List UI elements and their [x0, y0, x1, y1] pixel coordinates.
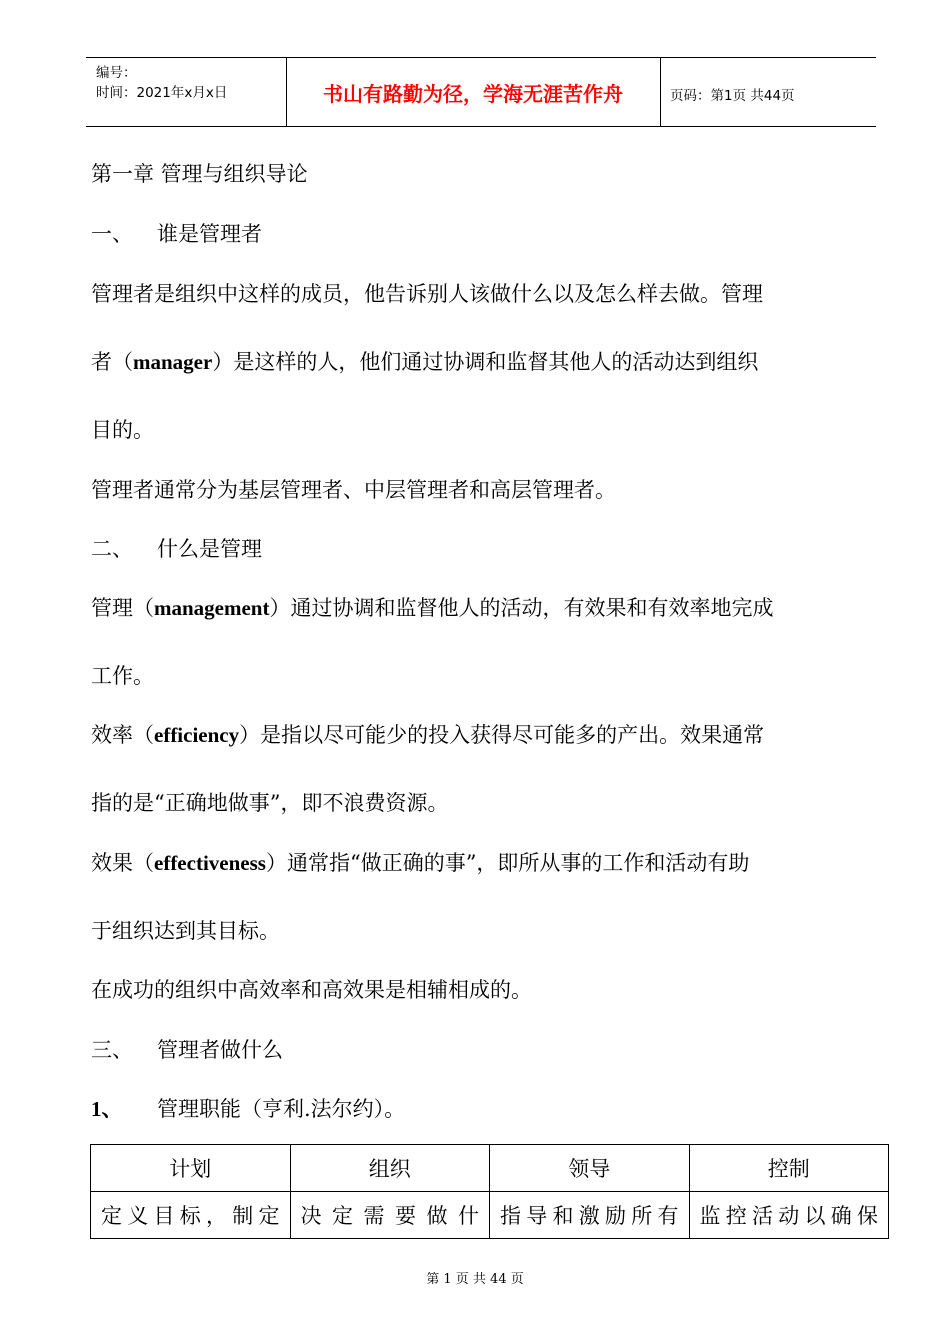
table-header-cell: 组织 — [290, 1145, 490, 1192]
document-header — [86, 57, 876, 127]
text-run: ）通常指“做正确的事”，即所从事的工作和活动有助 — [265, 851, 750, 875]
section-number: 二、 — [91, 537, 133, 561]
text-run: 者（ — [91, 350, 133, 374]
paragraph-line: 管理者是组织中这样的成员，他告诉别人该做什么以及怎么样去做。管理 — [91, 282, 763, 306]
paragraph-line — [91, 592, 773, 622]
table-row — [91, 1192, 889, 1239]
paragraph-line: 目的。 — [91, 418, 154, 442]
section-title: 管理者做什么 — [157, 1038, 283, 1062]
text-run: ）通过协调和监督他人的活动，有效果和有效率地完成 — [269, 596, 774, 620]
subsection-title: 管理职能（亨利.法尔约）。 — [157, 1097, 406, 1121]
header-divider — [660, 58, 661, 126]
table-header-row — [91, 1145, 889, 1192]
english-term: efficiency — [154, 723, 240, 747]
paragraph-line: 于组织达到其目标。 — [91, 919, 280, 943]
text-run: ）是这样的人，他们通过协调和监督其他人的活动达到组织 — [212, 350, 759, 374]
paragraph-line: 指的是“正确地做事”，即不浪费资源。 — [91, 791, 449, 815]
english-term: management — [154, 596, 270, 620]
paragraph-line — [91, 346, 758, 376]
subsection-number: 1、 — [91, 1097, 123, 1121]
section-heading-3 — [91, 1034, 283, 1064]
english-term: effectiveness — [154, 851, 266, 875]
table-cell: 指导和激励所有 — [490, 1192, 690, 1239]
section-number: 一、 — [91, 222, 133, 246]
table-header-cell: 领导 — [490, 1145, 690, 1192]
text-run: 效果（ — [91, 851, 154, 875]
document-number-label: 编号： — [96, 65, 137, 81]
document-date: 时间：2021年x月x日 — [96, 85, 228, 101]
text-run: 管理（ — [91, 596, 154, 620]
table-header-cell: 控制 — [689, 1145, 889, 1192]
subsection-heading — [91, 1093, 405, 1123]
paragraph-line — [91, 847, 749, 877]
english-term: manager — [133, 350, 213, 374]
section-heading-1 — [91, 218, 262, 248]
section-heading-2 — [91, 533, 262, 563]
table-header-cell: 计划 — [91, 1145, 291, 1192]
table-cell: 定义目标，制定 — [91, 1192, 291, 1239]
table-cell: 决定需要做什 — [290, 1192, 490, 1239]
paragraph-line: 管理者通常分为基层管理者、中层管理者和高层管理者。 — [91, 478, 616, 502]
table-cell: 监控活动以确保 — [689, 1192, 889, 1239]
paragraph-line — [91, 719, 764, 749]
paragraph-line: 在成功的组织中高效率和高效果是相辅相成的。 — [91, 978, 532, 1002]
section-title: 谁是管理者 — [157, 222, 262, 246]
text-run: 效率（ — [91, 723, 154, 747]
chapter-title: 第一章 管理与组织导论 — [91, 162, 308, 186]
header-meta-cell — [86, 58, 286, 126]
header-page-info: 页码：第1页 共44页 — [670, 88, 795, 104]
paragraph-line: 工作。 — [91, 664, 154, 688]
section-title: 什么是管理 — [157, 537, 262, 561]
section-number: 三、 — [91, 1038, 133, 1062]
header-motto: 书山有路勤为径，学海无涯苦作舟 — [323, 81, 623, 106]
page-footer: 第 1 页 共 44 页 — [426, 1272, 524, 1287]
text-run: ）是指以尽可能少的投入获得尽可能多的产出。效果通常 — [239, 723, 765, 747]
management-functions-table — [90, 1144, 889, 1239]
